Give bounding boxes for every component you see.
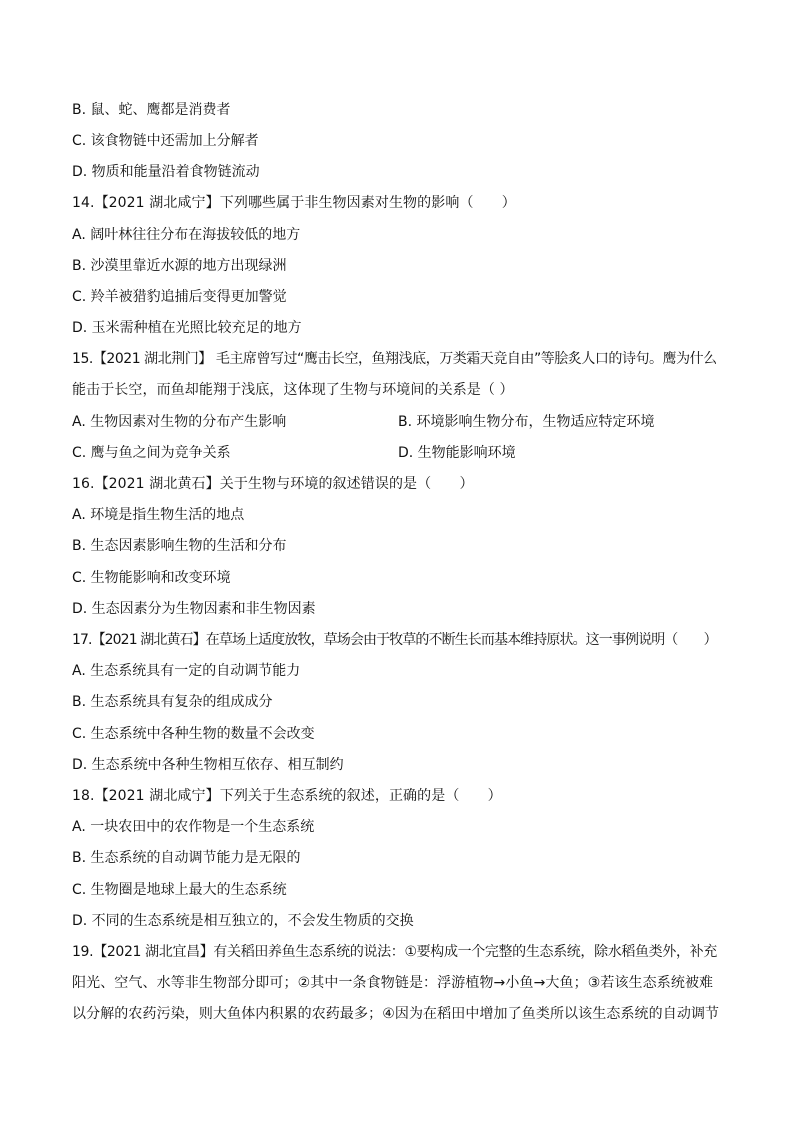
q14-option-c: C. 羚羊被猎豹追捕后变得更加警觉 — [72, 289, 287, 305]
q17-option-a: A. 生态系统具有一定的自动调节能力 — [72, 663, 301, 679]
q16-option-c: C. 生物能影响和改变环境 — [72, 570, 231, 586]
q13-option-d: D. 物质和能量沿着食物链流动 — [72, 164, 260, 180]
q15-stem-line2: 能击于长空，而鱼却能翔于浅底，这体现了生物与环境间的关系是（ ） — [72, 382, 514, 398]
q17-option-c: C. 生态系统中各种生物的数量不会改变 — [72, 726, 315, 742]
q16-stem: 16.【2021 湖北黄石】关于生物与环境的叙述错误的是（ ） — [72, 476, 474, 492]
q19-stem-line1: 19.【2021 湖北宜昌】有关稻田养鱼生态系统的说法：①要构成一个完整的生态系统，除水稻鱼类外，补充 — [72, 944, 717, 960]
q19-stem-line2: 阳光、空气、水等非生物部分即可；②其中一条食物链是：浮游植物→小鱼→大鱼；③若该生态系统被难 — [72, 975, 714, 991]
q18-option-c: C. 生物圈是地球上最大的生态系统 — [72, 882, 287, 898]
q17-option-b: B. 生态系统具有复杂的组成成分 — [72, 694, 273, 710]
q15-option-b: B. 环境影响生物分布，生物适应特定环境 — [398, 414, 655, 430]
q15-option-d: D. 生物能影响环境 — [398, 445, 516, 461]
q18-option-d: D. 不同的生态系统是相互独立的，不会发生物质的交换 — [72, 913, 414, 929]
q16-option-b: B. 生态因素影响生物的生活和分布 — [72, 538, 287, 554]
q18-stem: 18.【2021 湖北咸宁】下列关于生态系统的叙述，正确的是（ ） — [72, 788, 502, 804]
q13-option-b: B. 鼠、蛇、鹰都是消费者 — [72, 102, 231, 118]
q17-option-d: D. 生态系统中各种生物相互依存、相互制约 — [72, 757, 344, 773]
q18-option-b: B. 生态系统的自动调节能力是无限的 — [72, 850, 301, 866]
q14-option-b: B. 沙漠里靠近水源的地方出现绿洲 — [72, 258, 287, 274]
q17-stem: 17.【2021 湖北黄石】在草场上适度放牧，草场会由于牧草的不断生长而基本维持原状。这一事例说明（ ） — [72, 632, 717, 648]
q14-stem: 14.【2021 湖北咸宁】下列哪些属于非生物因素对生物的影响（ ） — [72, 195, 516, 211]
q14-option-a: A. 阔叶林往往分布在海拔较低的地方 — [72, 227, 301, 243]
q16-option-d: D. 生态因素分为生物因素和非生物因素 — [72, 601, 316, 617]
q14-option-d: D. 玉米需种植在光照比较充足的地方 — [72, 320, 302, 336]
q15-option-a: A. 生物因素对生物的分布产生影响 — [72, 414, 287, 430]
q13-option-c: C. 该食物链中还需加上分解者 — [72, 133, 259, 149]
q16-option-a: A. 环境是指生物生活的地点 — [72, 507, 245, 523]
q15-stem-line1: 15.【2021 湖北荆门】 毛主席曾写过“鹰击长空，鱼翔浅底，万类霜天竞自由”等脍炙人口的诗句。鹰为什么 — [72, 351, 717, 367]
q19-stem-line3: 以分解的农药污染，则大鱼体内积累的农药最多；④因为在稻田中增加了鱼类所以该生态系统的自动调节 — [72, 1006, 720, 1022]
q15-option-c: C. 鹰与鱼之间为竞争关系 — [72, 445, 231, 461]
q18-option-a: A. 一块农田中的农作物是一个生态系统 — [72, 819, 315, 835]
